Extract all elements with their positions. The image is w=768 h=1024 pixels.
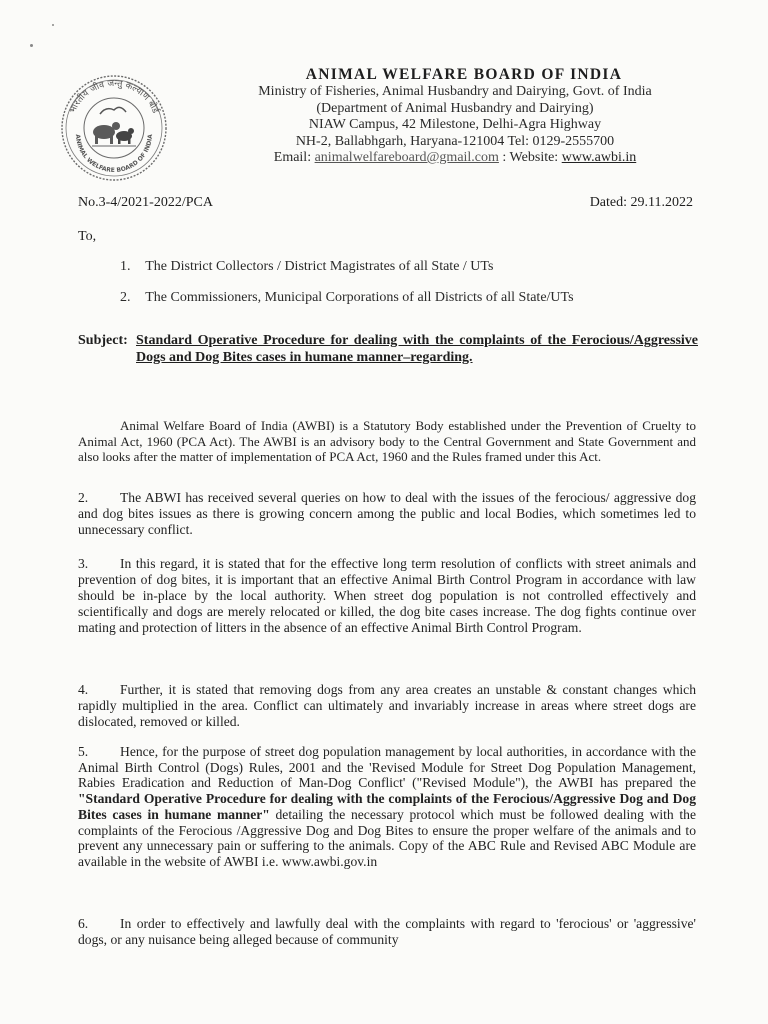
paragraph-5 [78, 744, 696, 870]
letterhead [195, 66, 715, 167]
contact-line [195, 150, 715, 167]
seal-ring-text: भारतीय जीव जन्तु कल्याण बोर्ड [67, 78, 161, 115]
paragraph-number: 5. [78, 744, 89, 759]
recipient-text: The District Collectors / District Magistrates of all State / UTs [145, 259, 494, 274]
list-item [120, 290, 574, 306]
website-label: : Website: [502, 150, 559, 165]
paragraph-4 [78, 682, 696, 730]
subject-text: Standard Operative Procedure for dealing with the complaints of the Ferocious/Aggressive Dogs and Dog Bites cases in humane manner–regarding. [136, 333, 698, 365]
awbi-seal-icon [58, 72, 170, 184]
paragraph-2-text: The ABWI has received several queries on how to deal with the issues of the ferocious/ aggressive dog and dog bites issues as there is growing concern among the public and local Bodies, which sometimes led to unnecessary conflict. [78, 490, 696, 537]
paragraph-1 [78, 418, 696, 465]
seal-lower-text: ANIMAL WELFARE BOARD OF INDIA [73, 134, 155, 175]
paragraph-5-text-a: Hence, for the purpose of street dog population management by local authorities, in accordance with the Animal Birth Control (Dogs) Rules, 2001 and the 'Revised Module for Street Dog Population Management, Rabies Eradication and Reduction of Man-Dog Conflict' ("Revised Module"), the AWBI has prepared the [78, 744, 696, 791]
paragraph-number: 6. [78, 916, 89, 931]
letter-date: Dated: 29.11.2022 [589, 195, 693, 210]
paragraph-3 [78, 556, 696, 636]
ministry-line: Ministry of Fisheries, Animal Husbandry and Dairying, Govt. of India [258, 84, 652, 99]
subject-label: Subject: [78, 333, 128, 348]
paragraph-6-text: In order to effectively and lawfully deal with the complaints with regard to 'ferocious' or 'aggressive' dogs, or any nuisance being alleged because of community [78, 916, 696, 947]
paragraph-number: 3. [78, 556, 89, 571]
svg-text:भारतीय जीव जन्तु कल्याण बोर्ड [68, 79, 162, 116]
address-line: NH-2, Ballabhgarh, Haryana-121004 Tel: 0129-2555700 [295, 133, 615, 149]
paragraph-3-text: In this regard, it is stated that for the effective long term resolution of conflicts with street animals and prevention of dog bites, it is important that an effective Animal Birth Control Program in accordance with law should be in-place by the local authority. When street dog population is not controlled effectively and scientifically and dogs are merely relocated or killed, the dog bite cases increase. The dog fights continue over mating and protection of litters in the absence of an effective Animal Birth Control Program. [78, 556, 696, 635]
recipient-number: 2. [120, 290, 131, 305]
paragraph-1-text: Animal Welfare Board of India (AWBI) is a Statutory Body established under the Prevention of Cruelty to Animal Act, 1960 (PCA Act). The AWBI is an advisory body to the Central Government and State Government and also looks after the matter of implementation of PCA Act, 1960 and the Rules framed under this Act. [78, 418, 696, 464]
paragraph-5-text-b: detailing the necessary protocol which must be followed dealing with the complaints of the Ferocious /Aggressive Dog and Dog Bites to ensure the proper welfare of the animals and to prevent any unnecessary pain or suffering to the animals. Copy of the ABC Rule and Revised ABC Module are available in the website of AWBI i.e. www.awbi.gov.in [78, 806, 696, 869]
website-link[interactable]: www.awbi.in [561, 150, 637, 165]
to-label: To, [78, 229, 97, 244]
reference-number: No.3-4/2021-2022/PCA [78, 195, 213, 210]
paragraph-number: 4. [78, 682, 89, 697]
email-label: Email: [273, 150, 312, 165]
email-link[interactable]: animalwelfareboard@gmail.com [314, 150, 499, 165]
scan-speck [30, 44, 33, 47]
recipient-text: The Commissioners, Municipal Corporations of all Districts of all State/UTs [145, 290, 574, 305]
campus-line: NIAW Campus, 42 Milestone, Delhi-Agra Highway [308, 117, 602, 132]
paragraph-5-bold-title: "Standard Operative Procedure for dealing with the complaints of the Ferocious/Aggressive Dog and Dog Bites cases in humane manner" [78, 791, 696, 822]
list-item [120, 259, 493, 275]
paragraph-6 [78, 916, 696, 948]
department-line: (Department of Animal Husbandry and Dairying) [316, 100, 594, 116]
paragraph-4-text: Further, it is stated that removing dogs from any area creates an unstable & constant changes which rapidly multiplied in the area. Conflict can ultimately and invariably increase in areas where street dogs are dislocated, removed or killed. [78, 682, 696, 729]
paragraph-number: 2. [78, 490, 89, 505]
organization-name: ANIMAL WELFARE BOARD OF INDIA [305, 66, 623, 83]
reference-line [78, 195, 693, 215]
paragraph-2 [78, 490, 696, 538]
scan-speck [52, 24, 54, 26]
recipient-number: 1. [120, 259, 131, 274]
